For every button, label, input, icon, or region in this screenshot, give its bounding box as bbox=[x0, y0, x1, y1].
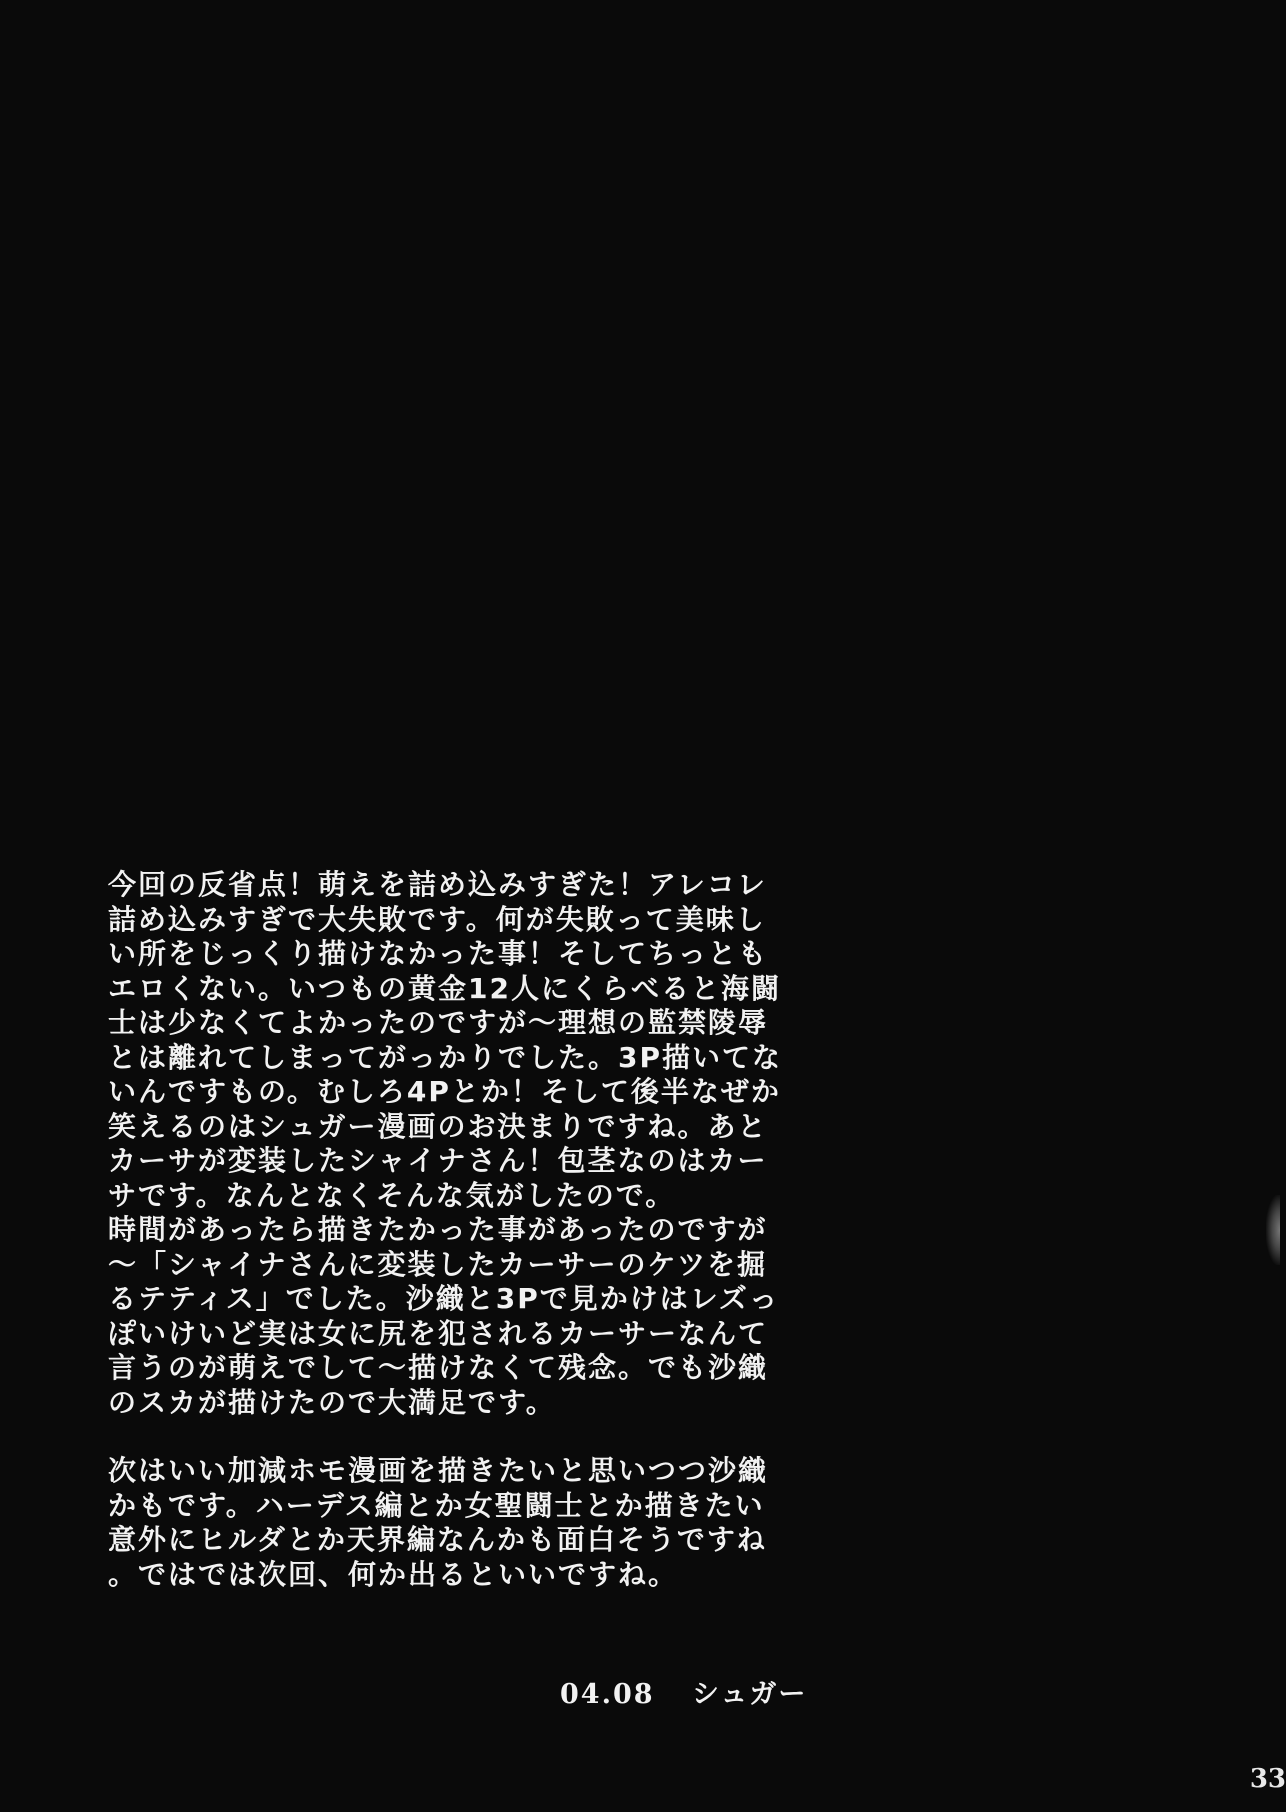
text-line: 〜「シャイナさんに変装したカーサーのケツを掘 bbox=[108, 1247, 768, 1281]
afterword-text bbox=[108, 868, 788, 1592]
text-line: かもです。ハーデス編とか女聖闘士とか描きたい bbox=[108, 1488, 765, 1522]
text-line: い所をじっくり描けなかった事！そしてちっとも bbox=[108, 937, 769, 970]
text-line: サです。なんとなくそんな気がしたので。 bbox=[108, 1178, 676, 1212]
text-line: いんですもの。むしろ4Pとか！そして後半なぜか bbox=[108, 1075, 781, 1108]
text-line: 今回の反省点！萌えを詰め込みすぎた！アレコレ bbox=[108, 868, 767, 901]
text-line: るテティス」でした。沙織と3Pで見かけはレズっ bbox=[108, 1282, 780, 1315]
text-line: 時間があったら描きたかった事があったのですが bbox=[108, 1213, 768, 1246]
text-line: ぽいけいど実は女に尻を犯されるカーサーなんて bbox=[108, 1316, 769, 1350]
signature-author: シュガー bbox=[691, 1679, 808, 1710]
text-line: 意外にヒルダとか天界編なんかも面白そうですね bbox=[108, 1523, 767, 1556]
page-number: 33 bbox=[1249, 1764, 1286, 1794]
signature-date: 04.08 bbox=[560, 1679, 655, 1710]
text-line: 笑えるのはシュガー漫画のお決まりですね。あと bbox=[108, 1109, 768, 1143]
scan-edge-mark bbox=[1266, 1195, 1280, 1265]
text-line: のスカが描けたので大満足です。 bbox=[108, 1385, 556, 1419]
text-line: エロくない。いつもの黄金12人にくらべると海闘 bbox=[108, 971, 781, 1005]
afterword-paragraph-1 bbox=[108, 868, 788, 1213]
afterword-paragraph-3 bbox=[108, 1454, 788, 1592]
text-line: 次はいい加減ホモ漫画を描きたいと思いつつ沙織 bbox=[108, 1454, 769, 1487]
text-line: 言うのが萌えでして〜描けなくて残念。でも沙織 bbox=[108, 1351, 769, 1384]
text-line: 。ではでは次回、何か出るといいですね。 bbox=[108, 1557, 679, 1591]
afterword-paragraph-2 bbox=[108, 1213, 788, 1420]
text-line: 詰め込みすぎで大失敗です。何が失敗って美味し bbox=[108, 902, 766, 936]
text-line: 士は少なくてよかったのですが〜理想の監禁陵辱 bbox=[108, 1006, 769, 1039]
text-line: カーサが変装したシャイナさん！包茎なのはカー bbox=[108, 1144, 768, 1177]
signature bbox=[560, 1672, 807, 1711]
text-line: とは離れてしまってがっかりでした。3P描いてな bbox=[108, 1040, 783, 1074]
